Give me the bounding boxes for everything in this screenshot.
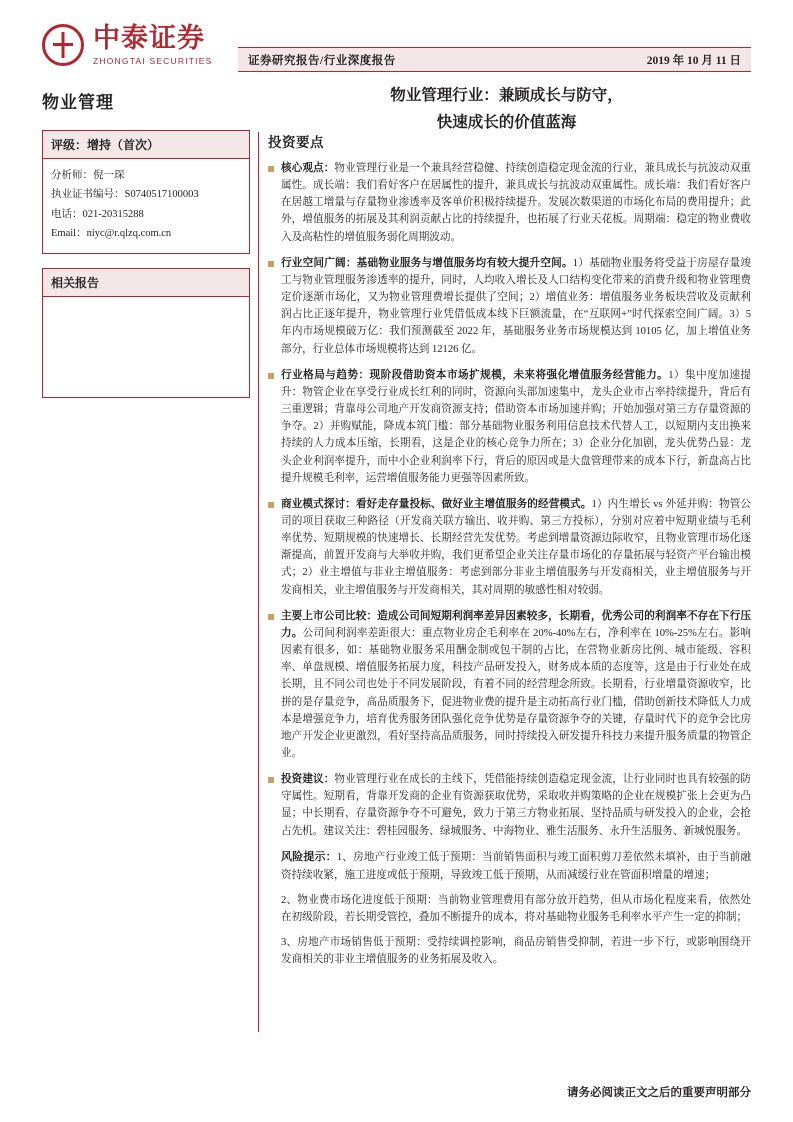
square-bullet-icon: [268, 166, 274, 172]
risk-title: 风险提示：: [281, 850, 337, 863]
risk-item-1: 1、房地产行业竣工低于预期：当前销售面积与竣工面积剪刀差依然未填补，由于当前融资持续收紧，施工进度或低于预期，导致竣工低于预期，从而减缓行业在管面积增量的增速；: [281, 851, 752, 881]
bullet-body: 公司间利润率差距很大：重点物业房企毛利率在 20%-40%左右，净利率在 10%-25%左右。影响因素有很多，如：基础物业服务采用酬金制或包干制的占比，在营物业新房比例、城市能级、容积率、单盘规模、增值服务拓展力度，科技产品研发投入，财务成本质的态度等，这是由于行业处在成长期，且不同公司也处于不同发展阶段，有着不同的经营理念所致。长期看，行业增量资源收窄，比拼的是存量竞争，高品质服务下，促进物业费的提升是主动拓高行业门槛，借助创新技术降低人力成本是增强竞争力，培育优秀服务团队强化竞争优势是存量资源争夺的关键，存量时代下的竞争会比房地产开发企业更激烈，看好坚持高品质服务，同时持续投入研发提升科技力来提升服务质量的物管企业。: [281, 627, 751, 759]
logo-text-cn: 中泰证券: [93, 23, 205, 54]
risk-item-3: 3、房地产市场销售低于预期：受持续调控影响，商品房销售受抑制，若进一步下行，或影响围绕开发商相关的非业主增值服务的业务拓展及收入。: [281, 937, 751, 966]
analyst-license: 执业证书编号：S0740517100003: [51, 189, 199, 201]
report-type-label: 证券研究报告/行业深度报告: [248, 55, 396, 67]
page-title: [262, 82, 751, 136]
list-item: [268, 771, 751, 840]
risk-item-2-para: [268, 892, 751, 926]
page-header: [0, 0, 793, 88]
industry-label: 物业管理: [42, 93, 114, 112]
page-title-line1: 物业管理行业：兼顾成长与防守，: [390, 87, 623, 104]
column-divider: [258, 132, 259, 1032]
risk-item-3-para: [268, 934, 751, 968]
list-item: [268, 367, 751, 487]
risk-item-2: 2、物业费市场化进度低于预期：当前物业管理费用有部分放开趋势，但从市场化程度来看，依然处在初级阶段，若长期受管控，叠加不断提升的成本，将对基础物业服务毛利率水平产生一定的抑制；: [281, 894, 751, 923]
header-band: [238, 47, 751, 72]
bullet-body: 1）集中度加速提升：物管企业在享受行业成长红利的同时，资源向头部加速集中，龙头企业市占率持续提升，背后有三重逻辑；背靠母公司地产开发商资源支持；借助资本市场加速并购；开始加强对第三方存量资源的争夺。2）并购赋能，降成本筑门槛：部分基础物业服务利用信息技术代替人工，以短期内支出换来持续的人力成本压缩，长期看，这是企业的核心竞争力所在；3）企业分化加剧，龙头优势凸显：龙头企业利润率提升，而中小企业利润率下行，背后的原因或是大盘管理带来的成本下行，新盘高占比提升规模毛利率，运营增值服务能力更强等因素所致。: [281, 369, 751, 484]
list-item: [268, 160, 751, 246]
left-sidebar: [42, 130, 250, 412]
bullet-body: 物业管理行业是一个兼具经营稳健、持续创造稳定现金流的行业，兼具成长与抗波动双重属性。成长端：我们看好客户在居属性的提升，兼具成长与抗波动双重属性。成长端：我们看好客户在居越工增量与存量物业渗透率及客单价积极持续提升。发展次数渠道的市场化布局的费用提升；此外，增值服务的拓展及其利润贡献占比的持续提升，也拓展了行业天花板。周期端：稳定的物业费收入及高粘性的增值服务弱化周期波动。: [281, 163, 751, 243]
analyst-email[interactable]: Email：niyc@r.qlzq.com.cn: [51, 228, 172, 240]
risk-section: [268, 849, 751, 884]
related-reports-box: [42, 268, 250, 398]
square-bullet-icon: [268, 261, 274, 267]
section-title-investment-points: 投资要点: [268, 135, 324, 150]
main-content: [268, 131, 751, 976]
square-bullet-icon: [268, 777, 274, 783]
company-logo: [42, 24, 212, 66]
bullet-lead: 行业格局与趋势：现阶段借助资本市场扩规模，未来将强化增值服务经营能力。: [281, 369, 669, 381]
bullet-lead: 投资建议：: [281, 774, 335, 786]
square-bullet-icon: [268, 614, 274, 620]
related-reports-title: 相关报告: [43, 269, 249, 297]
square-bullet-icon: [268, 502, 274, 508]
bullet-lead: 主要上市公司比较：造成公司间短期利润率差异因素较多，长期看，优秀公司的利润率不存在下行压力。: [281, 610, 751, 639]
analyst-phone: 电话：021-20315288: [51, 208, 144, 220]
bullet-lead: 行业空间广阔：基础物业服务与增值服务均有较大提升空间。: [281, 257, 573, 269]
list-item: [268, 255, 751, 358]
bullet-lead: 商业模式探讨：看好走存量投标、做好业主增值服务的经营模式。: [281, 498, 592, 510]
bullet-body: 1）基础物业服务将受益于房屋存量竣工与物业管理服务渗透率的提升，同时，人均收入增长及人口结构变化带来的消费升级和物业管理费定价逐渐市场化，又为物业管理费增长提供了空间；2）增值业务：增值服务业务板块营收及贡献利润占比正逐年提升，物业管理行业凭借低成本线下巨额流量，在“互联网+”时代探索空间广阔。3）5 年内市场规模破万亿：我们预测截至 2022 年，基础服务业务市场规模达到 10105 亿，加上增值业务部分，行业总体市场规模将达到 12126 亿。: [281, 257, 752, 355]
analyst-info: [43, 159, 249, 253]
related-reports-list: [43, 297, 249, 397]
bullet-body: 物业管理行业在成长的主线下，凭借能持续创造稳定现金流，让行业同时也具有较强的防守属性。短期看，背靠开发商的企业有资源获取优势，采取收并购策略的企业在规模扩张上会更为凸显；中长期看，存量资源争夺不可避免，致力于第三方物业拓展、坚持品质与研发投入的企业，会抢占先机。建议关注：碧桂园服务、绿城服务、中海物业、雅生活服务、永升生活服务、新城悦服务。: [281, 774, 751, 837]
footer-disclaimer: 请务必阅读正文之后的重要声明部分: [567, 1087, 751, 1099]
page-title-line2: 快速成长的价值蓝海: [436, 114, 577, 132]
report-date: 2019 年 10 月 11 日: [646, 55, 741, 67]
bullet-lead: 核心观点：: [281, 163, 335, 174]
logo-text-en: ZHONGTAI SECURITIES: [93, 55, 213, 66]
list-item: [268, 608, 751, 762]
square-bullet-icon: [268, 373, 274, 379]
zhongtai-logo-icon: [42, 24, 84, 66]
analyst-name: 分析师：倪一琛: [51, 170, 125, 181]
list-item: [268, 496, 751, 599]
rating-box-title: 评级：增持（首次）: [43, 131, 249, 159]
bullet-body: 1）内生增长 vs 外延并购：物管公司的项目获取三种路径（开发商关联方输出、收并购、第三方投标），分别对应着中短期业绩与毛利率优势、短期规模的快速增长、长期经营先发优势。考虑到增量资源边际收窄，且物业管理市场化逐渐提高，前置开发商与大举收并购，我们更希望企业关注存量市场化的存量拓展与轻资产平台输出模式；2）业主增值与非业主增值服务：考虑到部分非业主增值服务与开发商相关，业主增值服务与开发商相关，业主增值服务与开发商相关，其对周期的敏感性相对较弱。: [281, 498, 751, 596]
rating-box: [42, 130, 250, 254]
